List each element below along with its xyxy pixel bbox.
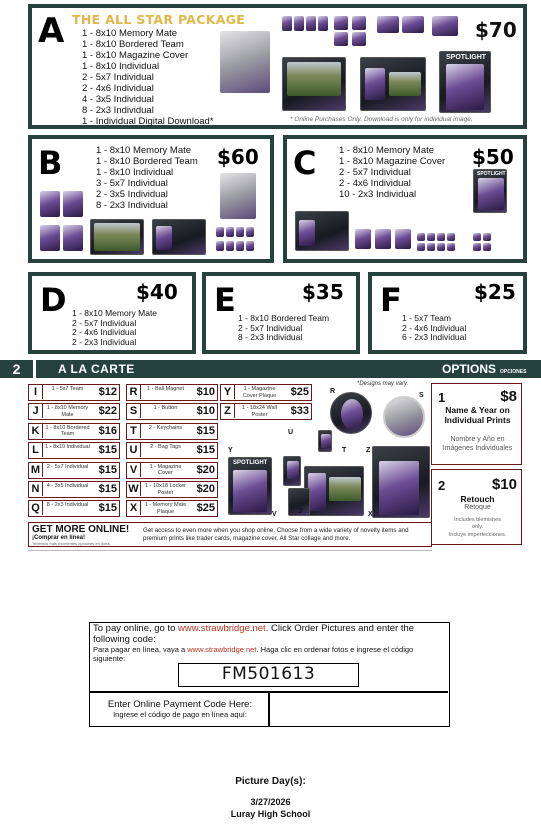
item: 2 - 5x7 Individual xyxy=(82,72,154,83)
item-price: $15 xyxy=(98,444,117,457)
option-title: Name & Year on Individual Prints xyxy=(444,405,511,425)
option-subtitle: Retoque xyxy=(464,504,491,511)
alacarte-item-q[interactable] xyxy=(28,500,120,517)
option-price: $10 xyxy=(491,476,517,493)
memory-mate-plaque-photo xyxy=(304,466,364,516)
item: 6 - 2x3 Individual xyxy=(402,332,467,342)
option-note-es: Incluye imperfecciones. xyxy=(448,532,507,538)
item-description: 1 - 8x10 Individual xyxy=(45,444,90,451)
package-items xyxy=(72,309,157,347)
package-letter: B xyxy=(38,144,63,182)
item: 2 - 3x5 Individual xyxy=(96,189,168,200)
alacarte-item-v[interactable] xyxy=(126,462,218,479)
getmore-title: GET MORE ONLINE! xyxy=(32,524,130,535)
memory-mate-portrait xyxy=(156,226,172,250)
photo-letter-r: R xyxy=(330,388,336,395)
alacarte-item-i[interactable] xyxy=(28,384,120,401)
package-price: $25 xyxy=(474,280,516,304)
item-description: 1 - 18x24 Wall Poster xyxy=(242,405,277,418)
wallet-photo xyxy=(246,241,254,251)
package-c[interactable] xyxy=(283,135,527,263)
wallet-photo xyxy=(427,233,435,241)
item: 1 - 5x7 Team xyxy=(402,313,451,323)
item-price: $15 xyxy=(196,444,215,457)
photo-4x6 xyxy=(375,229,391,249)
package-letter: C xyxy=(293,144,317,182)
item-code: V xyxy=(127,463,141,477)
alacarte-item-l[interactable] xyxy=(28,442,120,459)
memory-mate-portrait xyxy=(365,68,385,100)
alacarte-item-n[interactable] xyxy=(28,481,120,498)
item: 1 - 8x10 Memory Mate xyxy=(339,145,435,156)
team-photo-inner xyxy=(287,62,341,96)
photo-letter-u: U xyxy=(288,429,294,436)
team-photo xyxy=(282,57,346,111)
item-description: 1 - 5x7 Team xyxy=(51,386,84,392)
payment-code: FM501613 xyxy=(178,663,359,687)
item-price: $15 xyxy=(196,424,215,437)
item: 8 - 2x3 Individual xyxy=(96,200,168,211)
picture-day-date: 3/27/2026 xyxy=(250,797,291,807)
package-e[interactable] xyxy=(202,272,360,354)
wallet-photo xyxy=(318,16,328,31)
portrait-photo xyxy=(220,31,270,93)
package-letter: D xyxy=(40,281,67,319)
item: 2 - 2x3 Individual xyxy=(72,336,137,347)
item-price: $15 xyxy=(98,483,117,495)
photo-3x5 xyxy=(352,32,366,46)
item-code: J xyxy=(29,404,43,418)
enter-code-label: Enter Online Payment Code Here: xyxy=(107,699,253,710)
payment-pre: To pay online, go to xyxy=(93,623,179,634)
option-title: Retouch xyxy=(460,494,495,504)
wallet-photo xyxy=(427,243,435,251)
wallet-photo xyxy=(236,227,244,237)
magazine-cover-photo xyxy=(473,169,507,213)
payment-instructions xyxy=(93,624,445,645)
magazine-cover-plaque-photo xyxy=(228,457,272,515)
package-d[interactable] xyxy=(28,272,196,354)
wallet-photo xyxy=(473,233,481,241)
alacarte-item-m[interactable] xyxy=(28,462,120,479)
plaque-portrait xyxy=(233,470,267,512)
wallet-photo xyxy=(226,227,234,237)
alacarte-item-x[interactable] xyxy=(126,500,218,517)
alacarte-item-w[interactable] xyxy=(126,481,218,498)
item-description: 1 - 10x18 Locker Poster xyxy=(145,483,186,496)
item-code: Z xyxy=(221,404,235,418)
item: 2 - 4x6 Individual xyxy=(72,327,137,337)
section-title: A LA CARTE xyxy=(58,362,135,376)
package-price: $70 xyxy=(475,18,517,42)
photo-5x7 xyxy=(40,225,60,251)
picture-day-label: Picture Day(s): xyxy=(235,776,306,787)
item-price: $10 xyxy=(196,386,215,398)
wall-poster-photo xyxy=(372,446,430,518)
bag-tag-photo xyxy=(283,456,301,486)
options-title: OPTIONS xyxy=(442,362,497,376)
magazine-portrait xyxy=(446,64,484,110)
option-note: Includes blemishes only. xyxy=(454,517,501,530)
package-letter: A xyxy=(38,11,65,51)
wallet-photo xyxy=(417,243,425,251)
wallet-photo xyxy=(246,227,254,237)
payment-url[interactable]: www.strawbridge.net xyxy=(178,623,266,634)
option-price: $8 xyxy=(500,388,517,405)
item-price: $15 xyxy=(98,502,117,515)
school-name: Luray High School xyxy=(230,809,311,819)
photo-letter-z: Z xyxy=(366,447,371,454)
item-price: $12 xyxy=(98,386,117,398)
item: 1 - 8x10 Magazine Cover xyxy=(339,156,446,167)
item: 2 - 4x6 Individual xyxy=(339,178,411,189)
item-description: 2 - 5x7 Individual xyxy=(46,463,89,470)
photo-letter-y: Y xyxy=(228,447,233,454)
item: 3 - 5x7 Individual xyxy=(96,178,168,189)
wallet-photo xyxy=(282,16,292,31)
item-description: 1 - Button xyxy=(153,405,178,412)
option-number: 2 xyxy=(438,478,446,493)
item-description: 1 - 8x10 Bordered Team xyxy=(45,424,90,438)
package-items xyxy=(96,145,198,211)
wallet-photo xyxy=(216,227,224,237)
wallet-photo xyxy=(294,16,304,31)
photo-letter-t: T xyxy=(342,447,347,454)
divider xyxy=(28,550,432,551)
item: 1 - 8x10 Bordered Team xyxy=(238,313,330,323)
item-price: $33 xyxy=(290,405,309,418)
payment-post: . Click Order Pictures and enter the following code: xyxy=(93,623,415,645)
item-description: 1 - Ball Magnet xyxy=(147,386,184,392)
item-code: R xyxy=(127,385,141,399)
item-description: 8 - 2x3 Individual xyxy=(46,502,89,509)
wall-poster-portrait xyxy=(379,461,419,515)
photo-letter-s: S xyxy=(419,392,424,399)
item: 1 - 8x10 Individual xyxy=(82,61,160,72)
magazine-cover-photo xyxy=(439,51,491,113)
photo-5x7 xyxy=(395,229,411,249)
photo-4x6 xyxy=(355,229,371,249)
photo-5x7 xyxy=(432,16,458,36)
item-code: T xyxy=(127,424,141,438)
options-header xyxy=(430,360,541,378)
ball-magnet-portrait xyxy=(341,399,363,429)
getmore-subtitle: ¡Comprar en línea! xyxy=(32,535,86,541)
item-code: I xyxy=(29,385,43,399)
photo-4x6 xyxy=(377,16,399,33)
photo-4x6 xyxy=(402,16,424,33)
alacarte-item-r[interactable] xyxy=(126,384,218,401)
item: 1 - 8x10 Bordered Team xyxy=(96,156,198,167)
item-price: $20 xyxy=(196,463,215,476)
wallet-photo xyxy=(306,16,316,31)
payment-es-url[interactable]: www.strawbridge.net xyxy=(187,645,257,654)
package-footnote: * Online Purchases Only. Download is only for individual image. xyxy=(290,116,473,123)
memory-mate-photo xyxy=(295,211,349,251)
payment-code-input[interactable] xyxy=(270,693,447,726)
photo-3x5 xyxy=(63,191,83,217)
item-code: L xyxy=(29,443,43,457)
item: 4 - 3x5 Individual xyxy=(82,94,154,105)
item: 2 - 4x6 Individual xyxy=(402,322,467,333)
package-b[interactable] xyxy=(28,135,274,263)
enter-code-label-es: Ingrese el código de pago en línea aquí: xyxy=(113,710,247,719)
item: 2 - 5x7 Individual xyxy=(72,317,137,328)
alacarte-item-j[interactable] xyxy=(28,403,120,420)
item: 10 - 2x3 Individual xyxy=(339,189,417,200)
button-photo xyxy=(383,396,425,438)
ball-magnet-photo xyxy=(330,392,372,434)
item: 1 - 8x10 Memory Mate xyxy=(72,308,158,318)
item-code: N xyxy=(29,482,43,496)
wallet-photo xyxy=(483,243,491,251)
photo-5x7 xyxy=(63,225,83,251)
package-items xyxy=(402,314,466,343)
memory-mate-team xyxy=(389,72,421,96)
plaque-portrait xyxy=(308,473,326,511)
item-code: U xyxy=(127,443,141,457)
alacarte-item-u[interactable] xyxy=(126,442,218,459)
item-price: $10 xyxy=(196,405,215,418)
item-price: $25 xyxy=(196,502,215,515)
item-description: 1 - Magazine Cover xyxy=(149,463,182,477)
alacarte-item-t[interactable] xyxy=(126,423,218,440)
item: 1 - 8x10 Bordered Team xyxy=(82,39,184,50)
photo-letter-x: X xyxy=(368,511,373,518)
package-items xyxy=(82,28,214,127)
item: 2 - 4x6 Individual xyxy=(82,83,154,94)
wallet-photo xyxy=(437,243,445,251)
package-letter: E xyxy=(214,281,236,319)
photo-3x5 xyxy=(40,191,60,217)
item-description: 4 - 3x5 Individual xyxy=(46,483,89,489)
item-description: 1 - Magazine Cover Plaque xyxy=(242,386,277,399)
item: 1 - 8x10 Individual xyxy=(96,167,174,178)
payment-es-pre: Para pagar en línea, vaya a xyxy=(93,645,188,654)
bag-tag-portrait xyxy=(287,461,299,479)
package-price: $50 xyxy=(472,145,514,169)
photo-letter-j: J xyxy=(298,508,302,515)
item-price: $16 xyxy=(98,424,117,437)
item-description: 2 - Bag Tags xyxy=(150,444,181,451)
item-price: $25 xyxy=(290,386,309,398)
item: 1 - Individual Digital Download* xyxy=(82,116,214,127)
portrait-photo xyxy=(220,173,256,219)
item: 8 - 2x3 Individual xyxy=(82,105,154,116)
item-code: Y xyxy=(221,385,235,399)
option-retouch[interactable] xyxy=(431,469,522,545)
item: 1 - 8x10 Memory Mate xyxy=(96,145,192,156)
package-items xyxy=(339,145,445,200)
item-code: W xyxy=(127,482,141,496)
item-description: 1 - 8x10 Memory Mate xyxy=(46,405,89,418)
options-subtitle: OPCIONES xyxy=(500,369,527,375)
package-items xyxy=(238,314,329,343)
package-price: $40 xyxy=(136,280,178,304)
wallet-photo xyxy=(226,241,234,251)
item: 1 - 8x10 Memory Mate xyxy=(82,28,178,39)
wallet-photo xyxy=(236,241,244,251)
payment-instructions-es xyxy=(93,645,445,663)
photo-3x5 xyxy=(352,16,366,30)
wallet-photo xyxy=(447,233,455,241)
photo-letter-v: V xyxy=(272,511,277,518)
wallet-photo xyxy=(437,233,445,241)
item: 1 - 8x10 Magazine Cover xyxy=(82,50,189,61)
memory-mate-photo xyxy=(152,219,206,255)
wallet-photo xyxy=(483,233,491,241)
photo-3x5 xyxy=(334,16,348,30)
item-description: 1 - Memory Mate Plaque xyxy=(144,502,187,515)
wallet-photo xyxy=(417,233,425,241)
package-price: $35 xyxy=(302,280,344,304)
wallet-photo xyxy=(473,243,481,251)
designs-note: *Designs may vary. xyxy=(357,381,409,387)
item-price: $20 xyxy=(196,483,215,495)
photo-3x5 xyxy=(334,32,348,46)
package-a[interactable] xyxy=(28,4,527,129)
keychain-photo xyxy=(318,430,332,452)
plaque-team xyxy=(329,477,361,501)
package-letter: F xyxy=(380,281,402,319)
section-number: 2 xyxy=(0,360,36,378)
item-code: K xyxy=(29,424,43,438)
item-price: $15 xyxy=(98,463,117,476)
item-code: M xyxy=(29,463,43,477)
magazine-portrait xyxy=(478,178,504,210)
payment-es-post: . Haga clic en ordenar fotos e ingrese el código siguiente: xyxy=(93,645,414,663)
item-code: Q xyxy=(29,501,43,515)
item-code: X xyxy=(127,501,141,515)
item-code: S xyxy=(127,404,141,418)
item-description: 2 - Keychains xyxy=(148,424,183,431)
wallet-photo xyxy=(447,243,455,251)
spotlight-label: SPOTLIGHT xyxy=(233,460,268,466)
keychain-portrait xyxy=(321,434,331,448)
option-name-year[interactable] xyxy=(431,383,522,465)
team-photo xyxy=(90,219,144,255)
getmore-text: Get access to even more when you shop online. Choose from a wide variety of novelty items and premium prints like trader cards, magazine cover, All Star collage and more. xyxy=(143,527,409,542)
item-price: $22 xyxy=(98,405,117,418)
wallet-photo xyxy=(216,241,224,251)
package-f[interactable] xyxy=(368,272,527,354)
spotlight-label: SPOTLIGHT xyxy=(446,54,487,61)
option-number: 1 xyxy=(438,390,446,405)
package-price: $60 xyxy=(217,145,259,169)
memory-mate-portrait xyxy=(299,220,315,246)
item: 8 - 2x3 Individual xyxy=(238,332,303,342)
item: 2 - 5x7 Individual xyxy=(238,322,303,333)
alacarte-item-y[interactable] xyxy=(220,384,312,401)
alacarte-item-s[interactable] xyxy=(126,403,218,420)
alacarte-item-z[interactable] xyxy=(220,403,312,420)
getmore-tiny: Tenemos más excelentes opciones en línea. xyxy=(32,541,111,546)
item: 2 - 5x7 Individual xyxy=(339,167,411,178)
package-title: THE ALL STAR PACKAGE xyxy=(72,12,246,27)
team-photo-inner xyxy=(94,223,140,251)
spotlight-label: SPOTLIGHT xyxy=(477,171,506,177)
memory-mate-photo xyxy=(360,57,426,111)
option-subtitle: Nombre y Año en Imágenes Individuales xyxy=(442,436,513,452)
alacarte-item-k[interactable] xyxy=(28,423,120,440)
get-more-online-banner[interactable] xyxy=(28,522,432,547)
